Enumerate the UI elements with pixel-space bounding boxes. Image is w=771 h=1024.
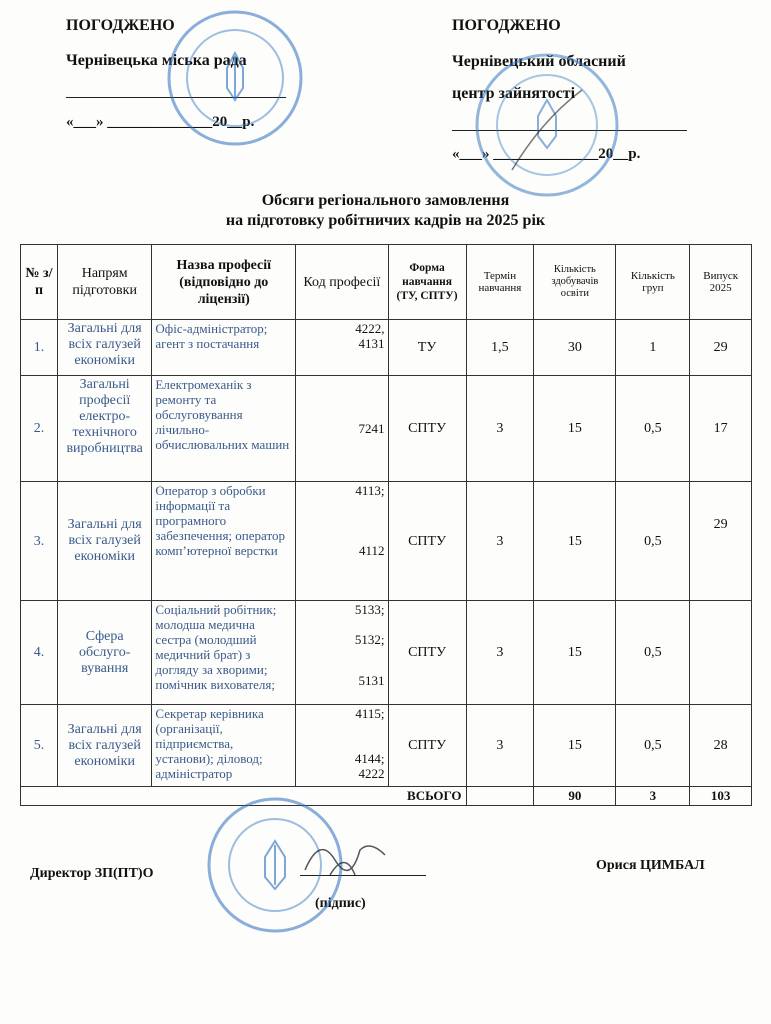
director-position: Директор ЗП(ПТ)О [30,866,154,881]
row-code-b: 4131 [358,336,385,351]
row-num: 1. [21,320,58,376]
row-num: 5. [21,705,58,787]
row-code [296,705,388,787]
header-graduates: Випуск 2025 [690,245,752,320]
row-profession: Соціальний робітник; молодша медична сестра (молодший медичний брат) з догляду за хворими; помічник вихователя; [152,601,296,705]
table-row [21,320,752,376]
row-graduates: 17 [690,376,752,482]
row-code-mid: 4144; [354,751,385,766]
row-graduates: 29 [690,482,752,601]
row-code-a: 4113; [355,483,385,498]
row-code-mid: 5132; [354,632,385,647]
row-code [296,376,388,482]
row-term: 3 [466,376,534,482]
total-groups: 3 [616,787,690,806]
row-num: 3. [21,482,58,601]
left-top-stamp [165,8,305,148]
total-row [21,787,752,806]
row-direction: Загальні для всіх галузей економіки [57,705,151,787]
row-groups: 0,5 [616,705,690,787]
row-code [296,320,388,376]
header-groups: Кількість груп [616,245,690,320]
header-term: Термін навчання [466,245,534,320]
header-direction: Напрям підготовки [57,245,151,320]
row-form: СПТУ [388,705,466,787]
row-profession: Електромеханік з ремонту та обслуговування лічильно-обчислювальних машин [152,376,296,482]
total-term-empty [466,787,534,806]
row-form: СПТУ [388,376,466,482]
row-graduates [690,601,752,705]
signature-caption: (підпис) [315,896,366,911]
row-code-b: 4222 [358,766,385,781]
row-num: 2. [21,376,58,482]
row-students: 15 [534,601,616,705]
row-code-b: 5131 [358,673,385,688]
row-form: СПТУ [388,601,466,705]
header-code: Код професії [296,245,388,320]
doc-title-line2: на підготовку робітничих кадрів на 2025 рік [225,212,546,229]
row-code [296,601,388,705]
header-students: Кількість здобувачів освіти [534,245,616,320]
row-profession: Оператор з обробки інформації та програмного забезпечення; оператор комп’ютерної верстки [152,482,296,601]
row-code-a: 4222, [355,321,385,336]
row-groups: 0,5 [616,376,690,482]
row-direction: Загальні для всіх галузей економіки [57,320,151,376]
left-approval-org: Чернівецька міська рада [66,52,247,69]
row-code-a: 5133; [354,602,385,617]
left-approval-title: ПОГОДЖЕНО [66,17,175,34]
header-form: Форма навчання (ТУ, СПТУ) [388,245,466,320]
row-code-b: 7241 [358,421,385,436]
row-students: 15 [534,482,616,601]
row-term: 3 [466,705,534,787]
left-approval-date: «___» ______________20__р. [66,114,255,130]
row-direction: Загальні професії електро-технічного виробництва [57,376,151,482]
director-signature [300,830,390,890]
row-groups: 0,5 [616,601,690,705]
right-approval-title: ПОГОДЖЕНО [452,17,561,34]
order-table [20,244,752,806]
total-students: 90 [534,787,616,806]
row-profession: Секретар керівника (організації, підприємства, установи); діловод; адміністратор [152,705,296,787]
doc-title-line1: Обсяги регіонального замовлення [261,192,510,209]
total-graduates: 103 [690,787,752,806]
row-groups: 1 [616,320,690,376]
row-code [296,482,388,601]
row-code-a: 4115; [355,706,385,721]
row-students: 30 [534,320,616,376]
row-direction: Загальні для всіх галузей економіки [57,482,151,601]
table-row [21,482,752,601]
table-row [21,376,752,482]
right-top-stamp [472,50,622,200]
row-term: 1,5 [466,320,534,376]
row-direction: Сфера обслуго-вування [57,601,151,705]
row-code-b: 4112 [359,543,385,558]
row-term: 3 [466,482,534,601]
table-header-row [21,245,752,320]
director-name: Орися ЦИМБАЛ [596,858,705,873]
row-term: 3 [466,601,534,705]
row-groups: 0,5 [616,482,690,601]
right-approval-date: «___» ______________20__р. [452,146,641,162]
table-row [21,705,752,787]
row-graduates: 29 [690,320,752,376]
row-profession: Офіс-адміністратор; агент з постачання [152,320,296,376]
row-graduates: 28 [690,705,752,787]
header-num: № з/п [21,245,58,320]
header-profession: Назва професії (відповідно до ліцензії) [152,245,296,320]
row-form: ТУ [388,320,466,376]
right-approval-org-line2: центр зайнятості [452,85,576,102]
row-students: 15 [534,705,616,787]
row-num: 4. [21,601,58,705]
total-label: ВСЬОГО [21,787,467,806]
row-students: 15 [534,376,616,482]
table-row [21,601,752,705]
row-form: СПТУ [388,482,466,601]
right-approval-org-line1: Чернівецький обласний [452,53,626,70]
